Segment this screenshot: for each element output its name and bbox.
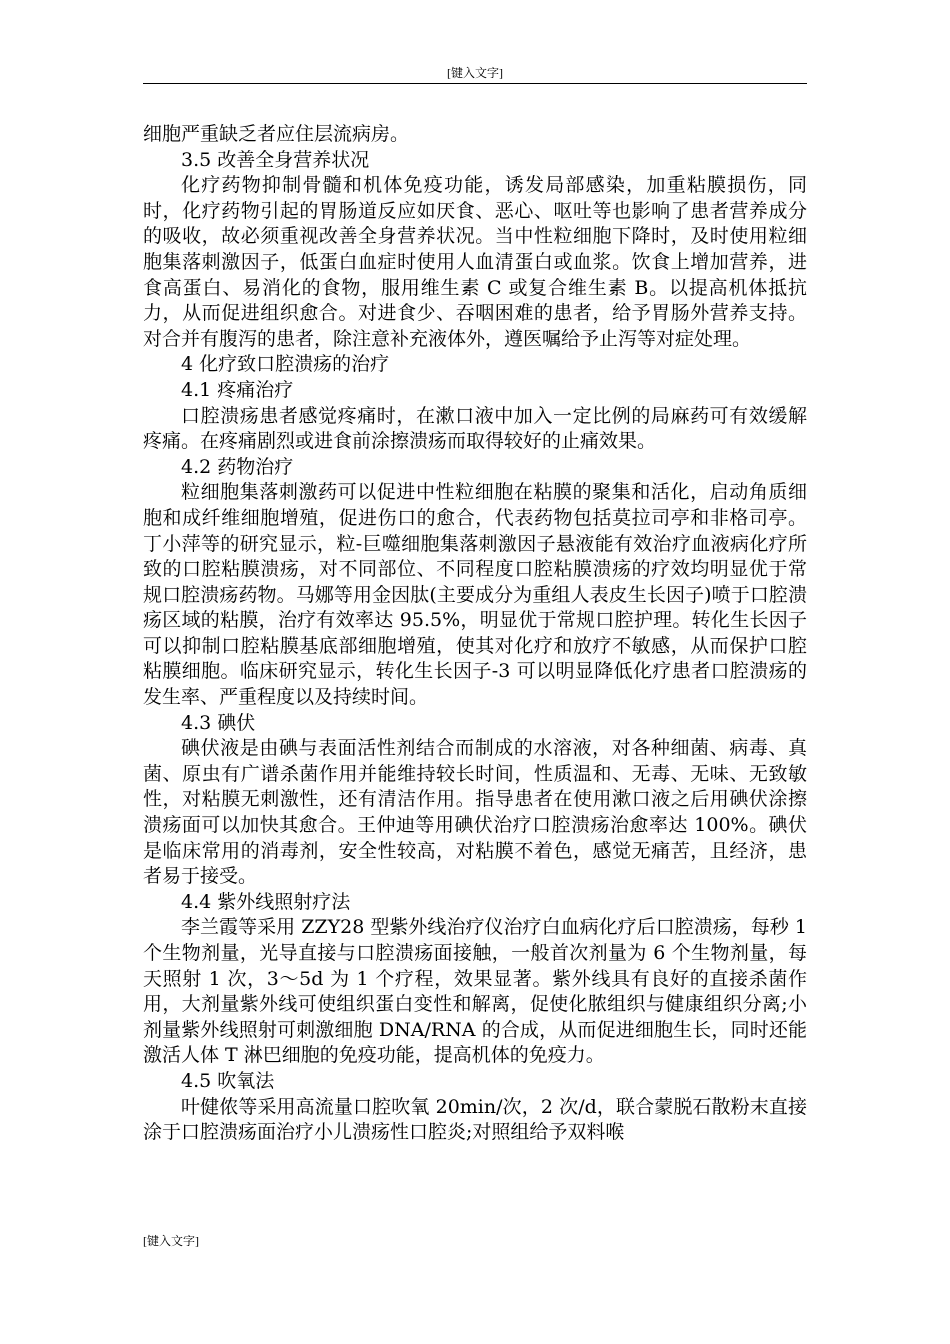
paragraph-uv: 李兰霞等采用 ZZY28 型紫外线治疗仪治疗白血病化疗后口腔溃疡，每秒 1 个生物剂量，光导直接与口腔溃疡面接触，一般首次剂量为 6 个生物剂量，每天照射 1 次，3～5d 为 1 个疗程，效果显著。紫外线具有良好的直接杀菌作用，大剂量紫外线可使组织蛋白变性和解离，促使化脓组织与健康组织分离;小剂量紫外线照射可刺激细胞 DNA/RNA 的合成，从而促进细胞生长，同时还能激活人体 T 淋巴细胞的免疫功能，提高机体的免疫力。 (143, 916, 807, 1067)
section-heading-3-5: 3.5 改善全身营养状况 (181, 148, 370, 171)
page-footer: [键入文字] (143, 1234, 199, 1248)
section-heading-4-2: 4.2 药物治疗 (181, 455, 294, 478)
section-heading-4-5: 4.5 吹氧法 (181, 1069, 275, 1092)
paragraph-iodophor: 碘伏液是由碘与表面活性剂结合而制成的水溶液，对各种细菌、病毒、真菌、原虫有广谱杀菌作用并能维持较长时间，性质温和、无毒、无味、无致敏性，对粘膜无刺激性，还有清洁作用。指导患者在使用漱口液之后用碘伏涂擦溃疡面可以加快其愈合。王仲迪等用碘伏治疗口腔溃疡治愈率达 100%。碘伏是临床常用的消毒剂，安全性较高，对粘膜不着色，感觉无痛苦，且经济，患者易于接受。 (143, 737, 807, 888)
section-heading-4-1: 4.1 疼痛治疗 (181, 378, 294, 401)
section-heading-4-3: 4.3 碘伏 (181, 711, 256, 734)
paragraph-continuation: 细胞严重缺乏者应住层流病房。 (143, 123, 410, 145)
paragraph-drugs: 粒细胞集落刺激药可以促进中性粒细胞在粘膜的聚集和活化，启动角质细胞和成纤维细胞增殖，促进伤口的愈合，代表药物包括莫拉司亭和非格司亭。丁小萍等的研究显示，粒-巨噬细胞集落刺激因子悬液能有效治疗血液病化疗所致的口腔粘膜溃疡，对不同部位、不同程度口腔粘膜溃疡的疗效均明显优于常规口腔溃疡药物。马娜等用金因肽(主要成分为重组人表皮生长因子)喷于口腔溃疡区域的粘膜，治疗有效率达 95.5%，明显优于常规口腔护理。转化生长因子可以抑制口腔粘膜基底部细胞增殖，使其对化疗和放疗不敏感，从而保护口腔粘膜细胞。临床研究显示，转化生长因子-3 可以明显降低化疗患者口腔溃疡的发生率、严重程度以及持续时间。 (143, 481, 807, 709)
paragraph-oxygen: 叶健侬等采用高流量口腔吹氧 20min/次，2 次/d，联合蒙脱石散粉末直接涂于口腔溃疡面治疗小儿溃疡性口腔炎;对照组给予双料喉 (143, 1095, 807, 1144)
header-rule (143, 83, 807, 84)
paragraph-nutrition: 化疗药物抑制骨髓和机体免疫功能，诱发局部感染，加重粘膜损伤，同时，化疗药物引起的胃肠道反应如厌食、恶心、呕吐等也影响了患者营养成分的吸收，故必须重视改善全身营养状况。当中性粒细胞下降时，及时使用粒细胞集落刺激因子，低蛋白血症时使用人血清蛋白或血浆。饮食上增加营养，进食高蛋白、易消化的食物，服用维生素 C 或复合维生素 B。以提高机体抵抗力，从而促进组织愈合。对进食少、吞咽困难的患者，给予胃肠外营养支持。对合并有腹泻的患者，除注意补充液体外，遵医嘱给予止泻等对症处理。 (143, 174, 807, 350)
paragraph-pain: 口腔溃疡患者感觉疼痛时，在漱口液中加入一定比例的局麻药可有效缓解疼痛。在疼痛剧烈或进食前涂擦溃疡而取得较好的止痛效果。 (143, 404, 807, 453)
section-heading-4-4: 4.4 紫外线照射疗法 (181, 890, 351, 913)
page-header: [键入文字] (447, 66, 503, 80)
document-body (143, 122, 807, 1146)
section-heading-4: 4 化疗致口腔溃疡的治疗 (181, 353, 390, 376)
